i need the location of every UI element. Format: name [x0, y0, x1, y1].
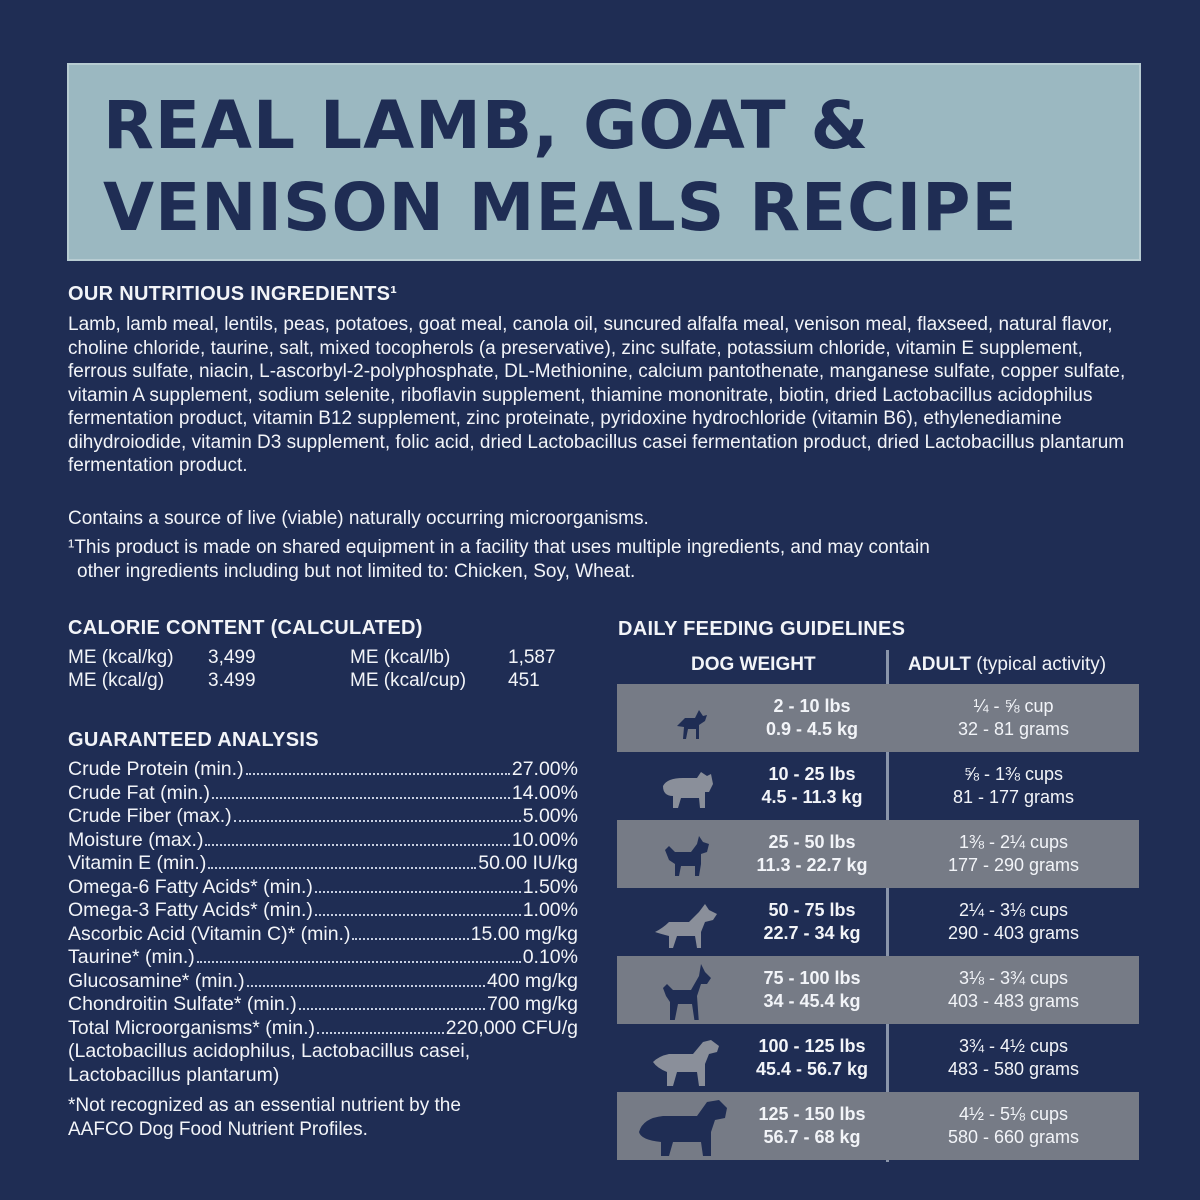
- giant-dog-icon: [627, 1096, 737, 1156]
- analysis-row: [68, 970, 578, 994]
- analysis-row: [68, 899, 578, 923]
- weight-kg: 22.7 - 34 kg: [763, 923, 861, 943]
- microorganisms-note: [68, 1040, 578, 1087]
- leader-dots: [299, 1008, 485, 1010]
- analysis-value: 50.00 IU/kg: [478, 852, 578, 874]
- feeding-amount: [888, 763, 1139, 809]
- amount-cups: ¼ - ⅝ cup: [973, 696, 1054, 716]
- analysis-value: 5.00%: [522, 805, 578, 827]
- analysis-value: 0.10%: [522, 946, 578, 968]
- analysis-row: [68, 829, 578, 853]
- weight-lbs: 10 - 25 lbs: [768, 764, 856, 784]
- feeding-amount: [888, 967, 1139, 1013]
- weight-kg: 11.3 - 22.7 kg: [756, 855, 868, 875]
- feeding-amount: [888, 695, 1139, 741]
- weight-range: [737, 695, 887, 741]
- analysis-value: 700 mg/kg: [486, 993, 578, 1015]
- calorie-kcal-kg-value: 3,499: [208, 647, 256, 668]
- amount-cups: 1⅜ - 2¼ cups: [958, 832, 1069, 852]
- weight-lbs: 125 - 150 lbs: [758, 1104, 866, 1124]
- analysis-value: 1.00%: [522, 899, 578, 921]
- amount-cups: 3⅛ - 3¾ cups: [958, 968, 1069, 988]
- feeding-row: [617, 684, 1139, 752]
- analysis-row: [68, 852, 578, 876]
- doberman-icon: [627, 960, 737, 1020]
- analysis-label: Glucosamine* (min.): [68, 969, 245, 992]
- feeding-row: [617, 752, 1139, 820]
- feeding-row: [617, 1024, 1139, 1092]
- weight-lbs: 50 - 75 lbs: [768, 900, 856, 920]
- leader-dots: [212, 797, 510, 799]
- analysis-value: 10.00%: [511, 828, 578, 851]
- aafco-footnote-line-1: *Not recognized as an essential nutrient by the: [68, 1095, 461, 1116]
- title-banner: [67, 63, 1141, 261]
- allergen-footnote-line-2: other ingredients including but not limited to: Chicken, Soy, Wheat.: [77, 560, 636, 582]
- leader-dots: [315, 891, 521, 893]
- amount-grams: 177 - 290 grams: [947, 855, 1080, 875]
- leader-dots: [315, 914, 521, 916]
- weight-range: [737, 763, 887, 809]
- toy-dog-icon: [627, 688, 737, 748]
- analysis-row: [68, 876, 578, 900]
- analysis-label: Taurine* (min.): [68, 946, 195, 968]
- ingredients-list: Lamb, lamb meal, lentils, peas, potatoes, goat meal, canola oil, suncured alfalfa meal, venison meal, flaxseed, natural flavor, choline chloride, taurine, salt, mixed tocopherols (a preservative), zinc sulfate, potassium chloride, vitamin E supplement, ferrous sulfate, niacin, L-ascorbyl-2-polyphosphate, DL-Methionine, calcium pantothenate, manganese sulfate, copper sulfate, vitamin A supplement, sodium selenite, riboflavin supplement, thiamine mononitrate, biotin, dried Lactobacillus acidophilus fermentation product, vitamin B12 supplement, zinc proteinate, pyridoxine hydrochloride (vitamin B6), ethylenediamine dihydroiodide, vitamin D3 supplement, folic acid, dried Lactobacillus casei fermentation product, dried Lactobacillus plantarum fermentation product.: [68, 314, 1126, 476]
- analysis-value: 14.00%: [511, 781, 578, 804]
- microorganisms-note-line-1: (Lactobacillus acidophilus, Lactobacillus casei,: [68, 1040, 471, 1062]
- amount-grams: 81 - 177 grams: [952, 787, 1075, 807]
- amount-grams: 290 - 403 grams: [947, 923, 1080, 943]
- aafco-footnote-line-2: AAFCO Dog Food Nutrient Profiles.: [68, 1118, 368, 1140]
- weight-kg: 0.9 - 4.5 kg: [765, 719, 859, 739]
- amount-cups: ⅝ - 1⅜ cups: [963, 764, 1064, 784]
- ingredients-heading: OUR NUTRITIOUS INGREDIENTS¹: [68, 283, 398, 305]
- analysis-label: Vitamin E (min.): [68, 852, 207, 874]
- analysis-value: 220,000 CFU/g: [445, 1016, 578, 1039]
- analysis-row: [68, 805, 578, 829]
- calorie-kcal-lb-value: 1,587: [508, 647, 556, 668]
- adult-header: [908, 654, 1106, 676]
- weight-lbs: 2 - 10 lbs: [773, 696, 851, 716]
- leader-dots: [197, 961, 521, 963]
- analysis-value: 15.00 mg/kg: [470, 922, 578, 945]
- large-dog-icon: [627, 1028, 737, 1088]
- weight-range: [737, 899, 887, 945]
- analysis-row: [68, 993, 578, 1017]
- feeding-amount: [888, 899, 1139, 945]
- medium-dog-icon: [627, 892, 737, 952]
- leader-dots: [208, 867, 476, 869]
- leader-dots: [247, 985, 485, 987]
- bulldog-icon: [627, 756, 737, 816]
- weight-kg: 56.7 - 68 kg: [763, 1127, 861, 1147]
- feeding-heading: DAILY FEEDING GUIDELINES: [618, 618, 906, 640]
- terrier-icon: [627, 824, 737, 884]
- feeding-amount: [888, 1035, 1139, 1081]
- feeding-row: [617, 1092, 1139, 1160]
- amount-grams: 580 - 660 grams: [947, 1127, 1080, 1147]
- analysis-label: Omega-6 Fatty Acids* (min.): [68, 875, 313, 898]
- analysis-label: Moisture (max.): [68, 828, 204, 851]
- analysis-label: Omega-3 Fatty Acids* (min.): [68, 899, 313, 921]
- calorie-kcal-cup-label: ME (kcal/cup): [350, 670, 467, 691]
- weight-lbs: 75 - 100 lbs: [763, 968, 861, 988]
- amount-grams: 32 - 81 grams: [957, 719, 1070, 739]
- allergen-footnote-line-1: ¹This product is made on shared equipment in a facility that uses multiple ingredients, and may contain: [68, 537, 930, 558]
- leader-dots: [352, 938, 468, 940]
- weight-range: [737, 1103, 887, 1149]
- recipe-title-line-2: VENISON MEALS RECIPE: [103, 169, 1018, 246]
- weight-lbs: 100 - 125 lbs: [758, 1036, 866, 1056]
- analysis-label: Crude Fat (min.): [68, 781, 210, 804]
- leader-dots: [234, 820, 521, 822]
- weight-kg: 34 - 45.4 kg: [763, 991, 861, 1011]
- analysis-value: 400 mg/kg: [486, 969, 578, 992]
- allergen-footnote: [68, 536, 1143, 583]
- analysis-row: [68, 782, 578, 806]
- analysis-row: [68, 946, 578, 970]
- amount-grams: 483 - 580 grams: [947, 1059, 1080, 1079]
- analysis-row: [68, 758, 578, 782]
- weight-range: [737, 831, 887, 877]
- weight-lbs: 25 - 50 lbs: [768, 832, 856, 852]
- recipe-title-line-1: REAL LAMB, GOAT &: [103, 87, 870, 164]
- analysis-label: Crude Protein (min.): [68, 758, 244, 780]
- leader-dots: [317, 1032, 444, 1034]
- microorganisms-note-line-2: Lactobacillus plantarum): [68, 1063, 280, 1086]
- amount-cups: 4½ - 5⅛ cups: [958, 1104, 1069, 1124]
- feeding-amount: [888, 831, 1139, 877]
- calorie-kcal-g-value: 3.499: [208, 670, 256, 691]
- analysis-heading: GUARANTEED ANALYSIS: [68, 729, 319, 751]
- adult-header-label: ADULT: [908, 654, 971, 675]
- analysis-label: Chondroitin Sulfate* (min.): [68, 993, 297, 1015]
- calorie-heading: CALORIE CONTENT (CALCULATED): [68, 617, 423, 639]
- analysis-table: [68, 758, 578, 1040]
- analysis-value: 1.50%: [522, 875, 578, 898]
- feeding-row: [617, 956, 1139, 1024]
- feeding-row: [617, 820, 1139, 888]
- dog-weight-header: DOG WEIGHT: [691, 654, 816, 675]
- feeding-row: [617, 888, 1139, 956]
- analysis-label: Ascorbic Acid (Vitamin C)* (min.): [68, 922, 351, 945]
- leader-dots: [205, 844, 509, 846]
- analysis-label: Total Microorganisms* (min.): [68, 1016, 316, 1039]
- amount-cups: 2¼ - 3⅛ cups: [958, 900, 1069, 920]
- analysis-value: 27.00%: [511, 758, 578, 780]
- weight-range: [737, 1035, 887, 1081]
- amount-grams: 403 - 483 grams: [947, 991, 1080, 1011]
- adult-header-sub: (typical activity): [976, 654, 1107, 675]
- calorie-kcal-cup-value: 451: [508, 670, 540, 691]
- analysis-row: [68, 923, 578, 947]
- analysis-label: Crude Fiber (max.): [68, 805, 232, 827]
- leader-dots: [246, 773, 510, 775]
- amount-cups: 3¾ - 4½ cups: [958, 1036, 1069, 1056]
- analysis-row: [68, 1017, 578, 1041]
- aafco-footnote: [68, 1094, 578, 1141]
- microorganisms-statement: Contains a source of live (viable) naturally occurring microorganisms.: [68, 508, 649, 529]
- calorie-kcal-lb-label: ME (kcal/lb): [350, 647, 451, 668]
- calorie-kcal-kg-label: ME (kcal/kg): [68, 647, 174, 668]
- feeding-amount: [888, 1103, 1139, 1149]
- calorie-kcal-g-label: ME (kcal/g): [68, 670, 165, 691]
- weight-range: [737, 967, 887, 1013]
- weight-kg: 4.5 - 11.3 kg: [761, 787, 863, 807]
- weight-kg: 45.4 - 56.7 kg: [755, 1059, 869, 1079]
